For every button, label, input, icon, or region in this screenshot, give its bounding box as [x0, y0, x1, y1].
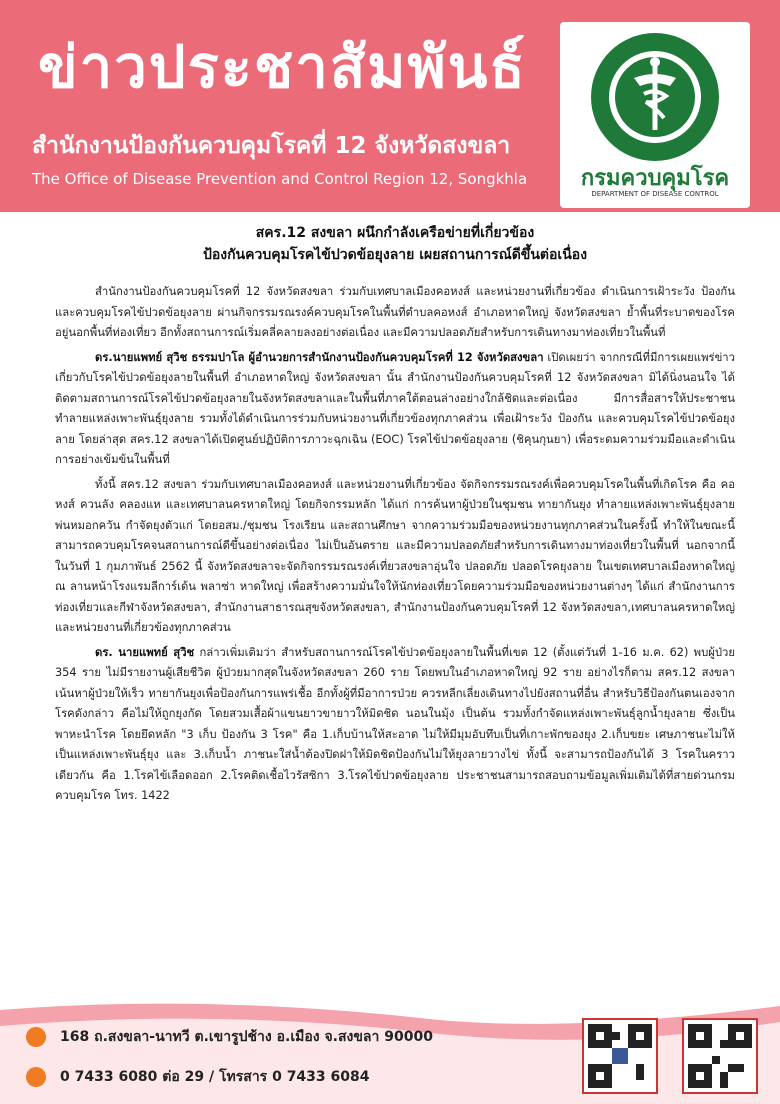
page-title: ข่าวประชาสัมพันธ์ [38, 33, 527, 101]
phone-icon [26, 1067, 46, 1087]
article-headline [55, 222, 735, 266]
home-icon [26, 1027, 46, 1047]
speaker-name: ดร.นายแพทย์ สุวิช ธรรมปาโล ผู้อำนวยการสำนักงานป้องกันควบคุมโรคที่ 12 จังหวัดสงขลา [95, 350, 544, 364]
article-body [55, 222, 735, 982]
facebook-qr-code[interactable] [582, 1018, 658, 1094]
speaker-name-short: ดร. นายแพทย์ สุวิช [95, 645, 195, 659]
qr-code-icon [688, 1024, 752, 1088]
headline-line-2: ป้องกันควบคุมโรคไข้ปวดข้อยุงลาย เผยสถานการณ์ดีขึ้นต่อเนื่อง [202, 247, 588, 263]
phone-row [26, 1066, 370, 1088]
headline-line-1: สคร.12 สงขลา ผนึกกำลังเครือข่ายที่เกี่ยวข้อง [255, 225, 535, 241]
website-qr-code[interactable] [682, 1018, 758, 1094]
department-logo [560, 22, 750, 208]
address-text: 168 ถ.สงขลา-นาทวี ต.เขารูปช้าง อ.เมือง จ.สงขลา 90000 [60, 1029, 433, 1045]
phone-text: 0 7433 6080 ต่อ 29 / โทรสาร 0 7433 6084 [60, 1069, 370, 1085]
paragraph-3: ทั้งนี้ สคร.12 สงขลา ร่วมกับเทศบาลเมืองคอหงส์ และหน่วยงานที่เกี่ยวข้อง จัดกิจกรรมรณรงค์เพื่อควบคุมโรคในพื้นที่เกิดโรค คือ คอหงส์ ควนลัง คลองแห และเทศบาลนครหาดใหญ่ โดยกิจกรรมหลัก ได้แก่ การค้นหาผู้ป่วยในชุมชน ทายากันยุง ทำลายแหล่งเพาะพันธุ์ยุงลาย พ่นหมอกควัน กำจัดยุงตัวแก่ โดยอสม./ชุมชน โรงเรียน และสถานศึกษา จากความร่วมมือของหน่วยงานทุกภาคส่วนในครั้งนี้ ทำให้ในขณะนี้สามารถควบคุมโรคจนสถานการณ์ดีขึ้นอย่างต่อเนื่อง ไม่เป็นอันตราย และมีความปลอดภัยสำหรับการเดินทางมาท่องเที่ยวในพื้นที่ นอกจากนี้ในวันที่ 1 กุมภาพันธ์ 2562 นี้ จังหวัดสงขลาจะจัดกิจกรรมรณรงค์เที่ยวสงขลาอุ่นใจ ปลอดภัย ปลอดโรคยุงลาย ในเขตเทศบาลเมืองหาดใหญ่ ณ ลานหน้าโรงแรมลีการ์เด้น พลาซ่า หาดใหญ่ เพื่อสร้างความมั่นใจให้นักท่องเที่ยวโดยความร่วมมือของหน่วยงานต่างๆ ได้แก่ สำนักงานการท่องเที่ยวและกีฬาจังหวัดสงขลา, สำนักงานสาธารณสุขจังหวัดสงขลา, สำนักงานป้องกันควบคุมโรคที่ 12 จังหวัดสงขลา,เทศบาลนครหาดใหญ่ และหน่วยงานที่เกี่ยวข้องทุกภาคส่วน [55, 477, 735, 634]
qr-code-icon [588, 1024, 652, 1088]
paragraph-4-text: กล่าวเพิ่มเติมว่า สำหรับสถานการณ์โรคไข้ปวดข้อยุงลายในพื้นที่เขต 12 (ตั้งแต่วันที่ 1-16 ม.ค. 62) พบผู้ป่วย 354 ราย ไม่มีรายงานผู้เสียชีวิต ผู้ป่วยมากสุดในจังหวัดสงขลา 260 ราย โดยพบในอำเภอหาดใหญ่ 92 ราย อย่างไรก็ตาม สคร.12 สงขลา เน้นหาผู้ป่วยให้เร็ว ทายากันยุงเพื่อป้องกันการแพร่เชื้อ อีกทั้งผู้ที่มีอาการป่วย ควรหลีกเลี่ยงเดินทางไปยังสถานที่อื่น สำหรับวิธีป้องกันตนเองจากโรคดังกล่าว คือไม่ให้ถูกยุงกัด โดยสวมเสื้อผ้าแขนยาวขายาวให้มิดชิด นอนในมุ้ง เป็นต้น รวมทั้งกำจัดแหล่งเพาะพันธุ์ลูกน้ำยุงลาย ซึ่งเป็นพาหะนำโรค โดยยึดหลัก "3 เก็บ ป้องกัน 3 โรค" คือ 1.เก็บบ้านให้สะอาด ไม่ให้มีมุมอับทึบเป็นที่เกาะพักของยุง 2.เก็บขยะ เศษภาชนะไม่ให้เป็นแหล่งเพาะพันธุ์ยุง และ 3.เก็บน้ำ ภาชนะใส่น้ำต้องปิดฝาให้มิดชิดป้องกันไม่ให้ยุงลายวางไข่ ทั้งนี้ จะสามารถป้องกันได้ 3 โรคในคราวเดียวกัน คือ 1.โรคไข้เลือดออก 2.โรคติดเชื้อไวรัสซิกา 3.โรคไข้ปวดข้อยุงลาย ประชาชนสามารถสอบถามข้อมูลเพิ่มเติมได้ที่สายด่วนกรมควบคุมโรค โทร. 1422 [55, 645, 735, 802]
paragraph-1: สำนักงานป้องกันควบคุมโรคที่ 12 จังหวัดสงขลา ร่วมกับเทศบาลเมืองคอหงส์ และหน่วยงานที่เกี่ยวข้อง ดำเนินการเฝ้าระวัง ป้องกัน และควบคุมโรคไข้ปวดข้อยุงลาย ผ่านกิจกรรมรณรงค์ควบคุมโรคในพื้นที่ตำบลคอหงส์ อำเภอหาดใหญ่ จังหวัดสงขลา ย้ำพื้นที่ระบาดของโรคอยู่นอกพื้นที่ท่องเที่ยว อีกทั้งสถานการณ์เริ่มคลี่คลายลงอย่างต่อเนื่อง และมีความปลอดภัยสำหรับการเดินทางมาท่องเที่ยวในพื้นที่ [55, 285, 735, 339]
paragraph-2 [55, 348, 735, 471]
address-row [26, 1026, 433, 1048]
department-name-thai: กรมควบคุมโรค [580, 166, 730, 191]
office-name-english: The Office of Disease Prevention and Control Region 12, Songkhla [32, 170, 528, 188]
press-release-header [0, 0, 780, 212]
ministry-seal-icon [588, 30, 722, 164]
paragraph-2-text: เปิดเผยว่า จากกรณีที่มีการเผยแพร่ข่าวเกี่ยวกับโรคไข้ปวดข้อยุงลายในพื้นที่ อำเภอหาดใหญ่ จังหวัดสงขลา นั้น สำนักงานป้องกันควบคุมโรคที่ 12 จังหวัดสงขลา มิได้นิ่งนอนใจ ได้ติดตามสถานการณ์โรคไข้ปวดข้อยุงลายในจังหวัดสงขลาและในพื้นที่ภาคใต้ตอนล่างอย่างใกล้ชิดและต่อเนื่อง มีการสื่อสารให้ประชาชนทำลายแหล่งเพาะพันธุ์ยุงลาย รวมทั้งได้ดำเนินการร่วมกับหน่วยงานที่เกี่ยวข้องทุกภาคส่วน เพื่อเฝ้าระวัง ป้องกัน และควบคุมโรคไข้ปวดข้อยุงลาย โดยล่าสุด สคร.12 สงขลาได้เปิดศูนย์ปฏิบัติการภาวะฉุกเฉิน (EOC) โรคไข้ปวดข้อยุงลาย (ชิคุนกุนยา) เพื่อระดมความร่วมมือและดำเนินการอย่างเข้มข้นในพื้นที่ [55, 350, 735, 466]
contact-footer [0, 1000, 780, 1104]
paragraph-4 [55, 643, 735, 807]
footer-wave-decoration [0, 1000, 780, 1104]
office-name-thai: สำนักงานป้องกันควบคุมโรคที่ 12 จังหวัดสงขลา [32, 133, 511, 159]
department-name-english: DEPARTMENT OF DISEASE CONTROL [591, 190, 719, 198]
